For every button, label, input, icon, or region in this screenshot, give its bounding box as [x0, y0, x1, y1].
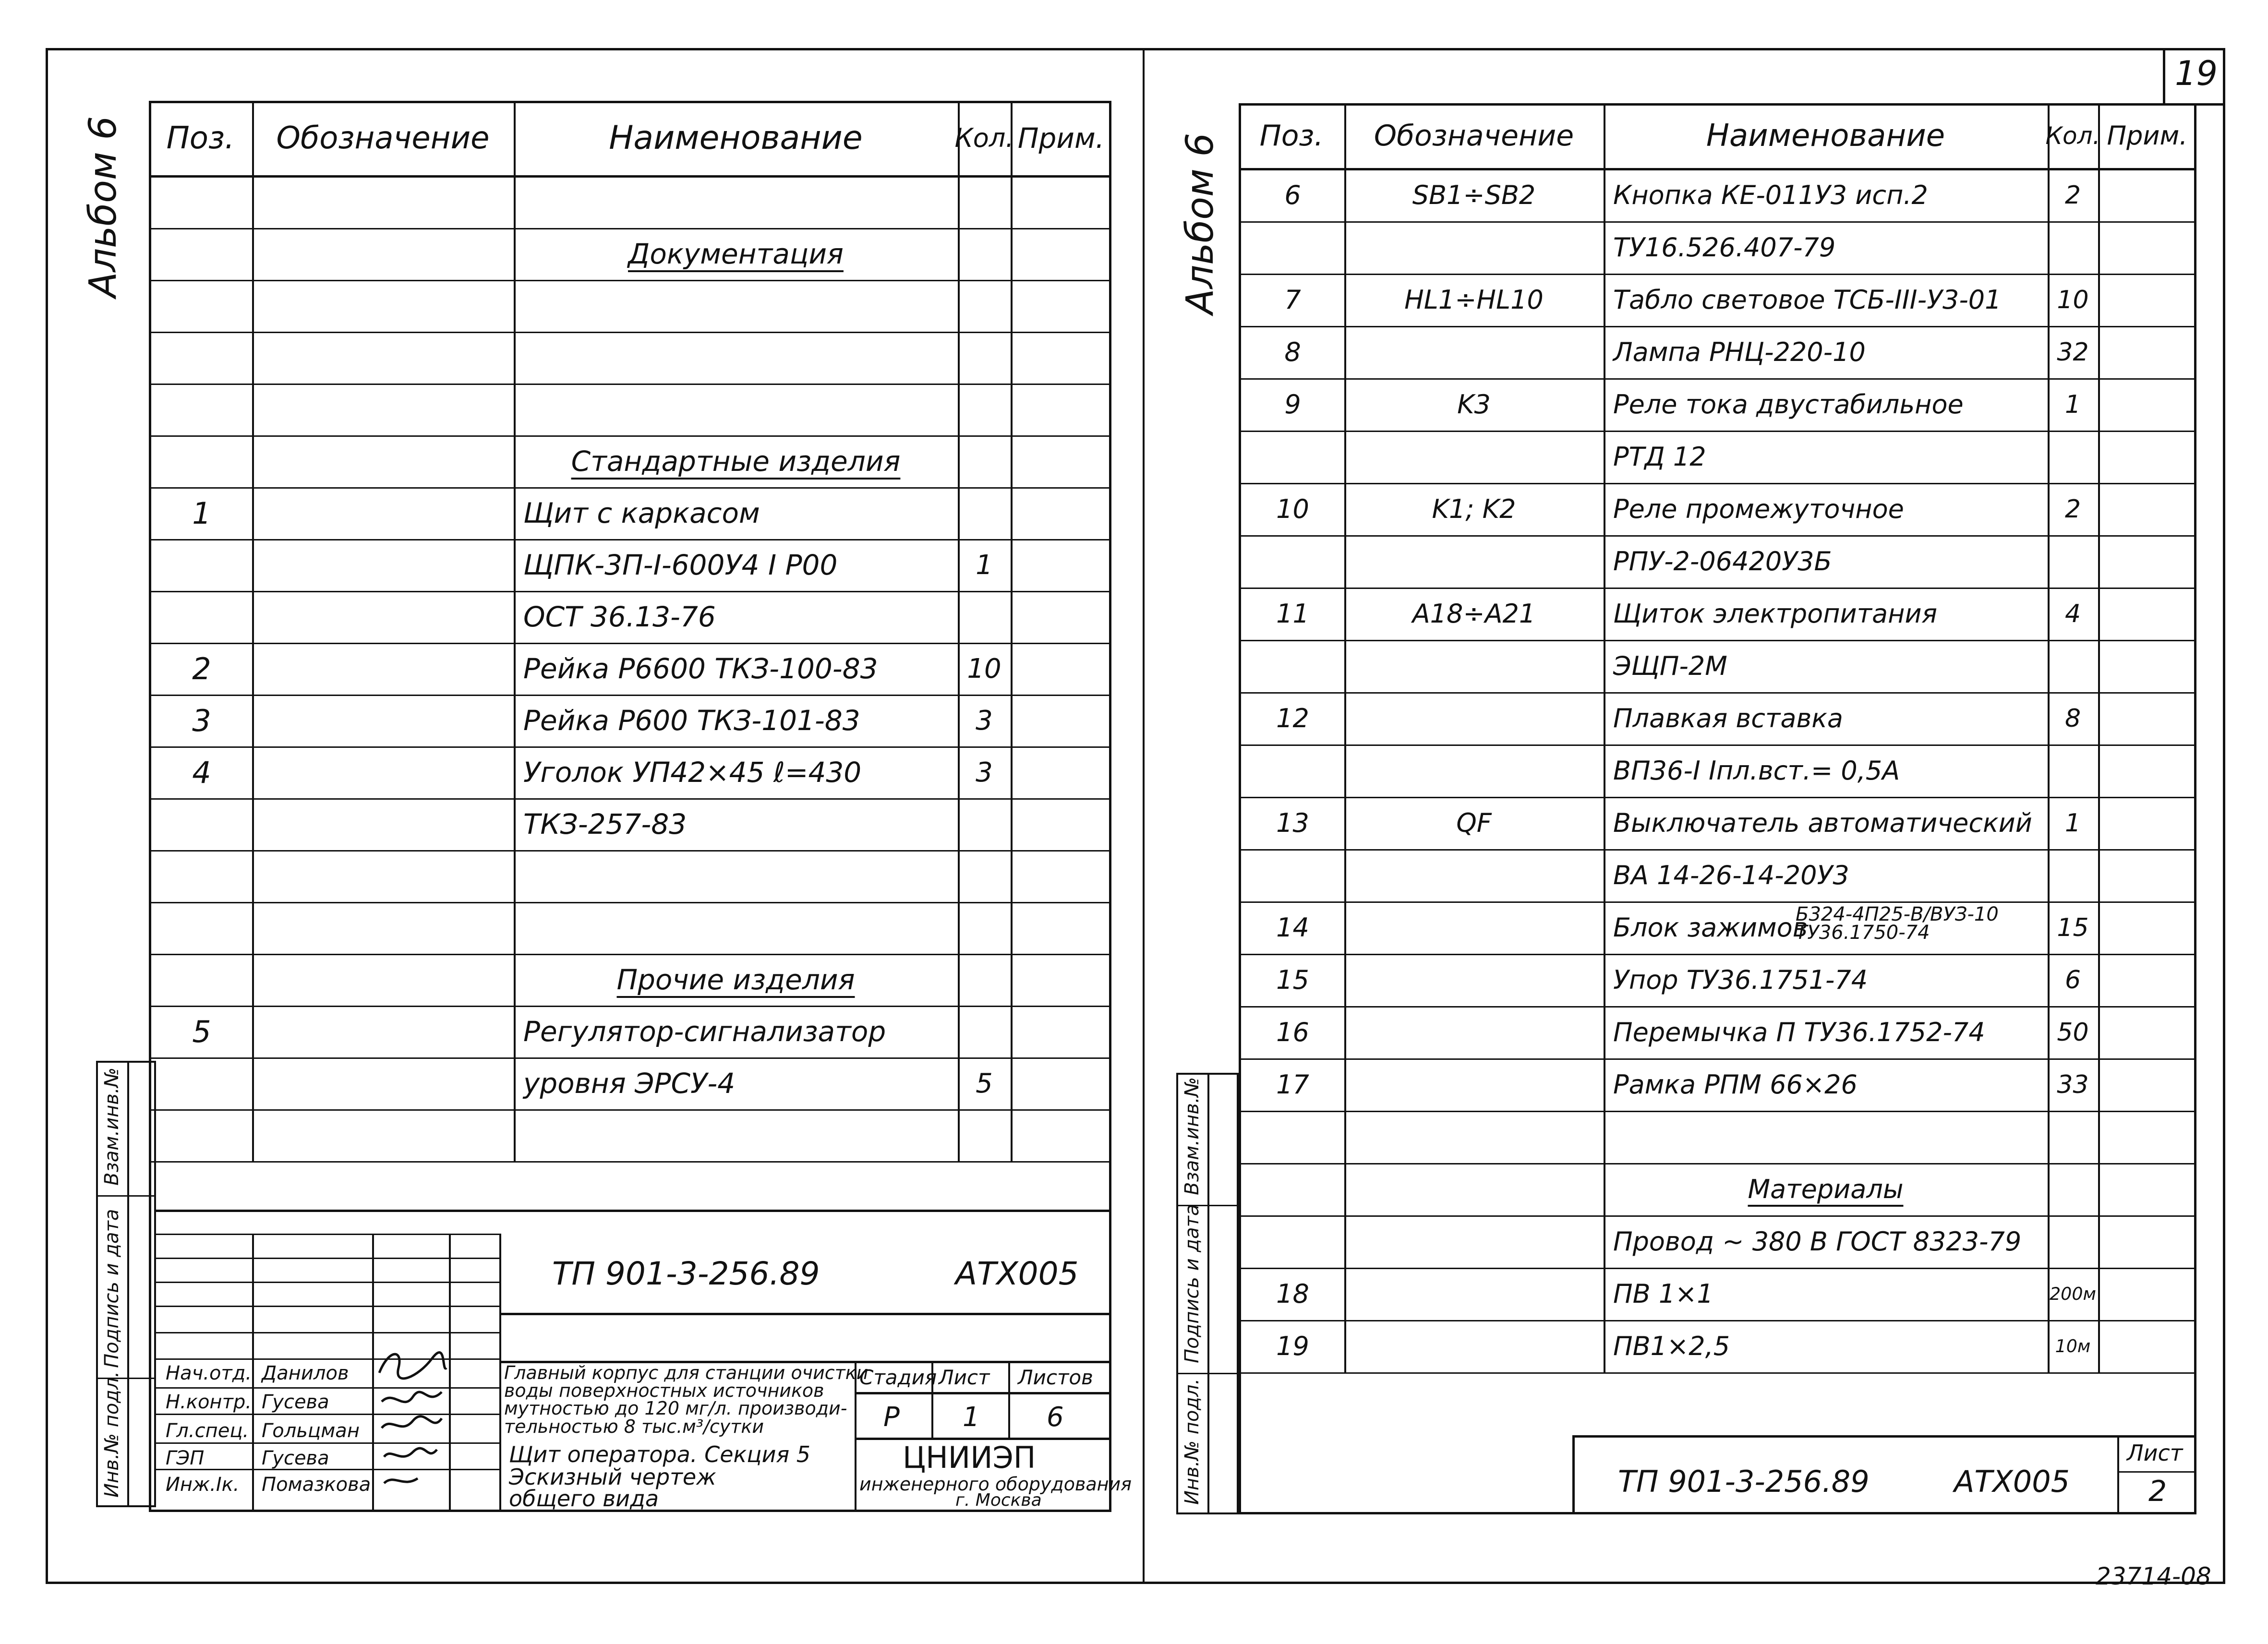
- cell-qty: [2048, 431, 2098, 483]
- cell-name: ТУ16.526.407-79: [1613, 232, 1836, 263]
- cell-name: Рамка РПМ 66×26: [1613, 1069, 1858, 1100]
- cell-pos: 12: [1276, 703, 1309, 733]
- cell-pos: [151, 1057, 252, 1109]
- cell-qty: 1: [976, 549, 993, 581]
- cell-name: Плавкая вставка: [1613, 703, 1843, 733]
- cell-note: [2098, 1215, 2194, 1268]
- name-danilov: Данилов: [262, 1362, 349, 1384]
- cell-note: [1011, 591, 1109, 643]
- cell-name: Табло световое ТСБ-III-У3-01: [1613, 285, 2002, 315]
- name-guseva: Гусева: [262, 1391, 329, 1413]
- column-divider: [2048, 103, 2050, 1372]
- cell-note: [2098, 744, 2194, 797]
- cell-pos: [1241, 640, 1344, 692]
- cell-note: [1011, 487, 1109, 539]
- tb-top-line: [156, 1210, 1111, 1212]
- cell-note: [2098, 1111, 2194, 1163]
- cell-qty: [958, 332, 1011, 384]
- column-divider: [1344, 103, 1346, 1372]
- drawing-title-3: общего вида: [509, 1486, 659, 1512]
- cell-pos: [151, 1109, 252, 1161]
- cell-name: [514, 1109, 958, 1161]
- right-side-divider-v: [1207, 1073, 1209, 1514]
- left-doc-code: ТП 901-3-256.89: [552, 1255, 820, 1292]
- cell-qty: [958, 798, 1011, 850]
- row-separator: [1241, 1372, 2194, 1374]
- cell-name: ЭЩП-2М: [1613, 651, 1727, 681]
- tb-vline: [499, 1234, 501, 1512]
- cell-name: Блок зажимов: [1613, 912, 1808, 943]
- role-engineer: Инж.Iк.: [166, 1474, 240, 1496]
- cell-pos: [151, 435, 252, 487]
- cell-note: [1011, 435, 1109, 487]
- cell-qty: [958, 384, 1011, 435]
- right-col-pos-header: Поз.: [1259, 119, 1324, 153]
- cell-designation: [252, 280, 514, 332]
- section-heading: Документация: [628, 238, 844, 270]
- org-sub-1: инженерного оборудования: [859, 1474, 1132, 1495]
- tb-vline: [1008, 1361, 1010, 1438]
- cell-note: [2098, 169, 2194, 221]
- cell-name: ПВ 1×1: [1613, 1279, 1713, 1309]
- cell-designation: [252, 643, 514, 695]
- cell-designation: [252, 1006, 514, 1057]
- section-heading: Стандартные изделия: [571, 445, 901, 478]
- cell-note: [2098, 1163, 2194, 1215]
- cell-qty: [2048, 1163, 2098, 1215]
- cell-pos: 17: [1276, 1069, 1309, 1100]
- cell-qty: [2048, 535, 2098, 588]
- cell-note: [2098, 1006, 2194, 1058]
- left-doc-mark: АТХ005: [955, 1255, 1079, 1292]
- cell-qty: [958, 228, 1011, 280]
- left-col-pos-header: Поз.: [166, 120, 235, 156]
- cell-designation: SB1÷SB2: [1412, 180, 1536, 210]
- cell-designation: [252, 746, 514, 798]
- right-sheet-value: 2: [2148, 1475, 2167, 1508]
- cell-note: [2098, 588, 2194, 640]
- cell-qty: [958, 176, 1011, 228]
- cell-designation: [1344, 1006, 1604, 1058]
- sheet-value: 1: [963, 1402, 980, 1433]
- cell-designation: [1344, 1058, 1604, 1111]
- cell-pos: 16: [1276, 1017, 1309, 1047]
- cell-qty: [958, 902, 1011, 954]
- name-pomazkova: Помазкова: [262, 1474, 371, 1496]
- cell-qty: 32: [2057, 337, 2089, 367]
- cell-note: [1011, 280, 1109, 332]
- sheets-label: Листов: [1018, 1366, 1093, 1389]
- cell-note: [1011, 1006, 1109, 1057]
- cell-qty: 10м: [2055, 1336, 2091, 1356]
- cell-name: [514, 176, 958, 228]
- cell-note: [2098, 692, 2194, 744]
- column-divider: [252, 101, 254, 1161]
- cell-qty: [2048, 1215, 2098, 1268]
- column-divider: [514, 101, 516, 1161]
- cell-qty: [958, 1109, 1011, 1161]
- cell-designation: [252, 435, 514, 487]
- right-tb-sheet-line: [2117, 1471, 2196, 1473]
- cell-qty: [958, 1006, 1011, 1057]
- project-desc-2: воды поверхностных источников: [504, 1380, 824, 1401]
- cell-pos: [151, 384, 252, 435]
- column-divider: [1604, 103, 1605, 1372]
- right-side-field-sign: Подпись и дата: [1181, 1204, 1203, 1363]
- cell-qty: [958, 591, 1011, 643]
- cell-pos: 3: [192, 703, 211, 738]
- cell-pos: 15: [1276, 965, 1309, 995]
- cell-designation: [1344, 535, 1604, 588]
- tb-row-line: [156, 1234, 499, 1235]
- cell-pos: 10: [1276, 494, 1309, 524]
- cell-pos: [151, 798, 252, 850]
- cell-name: Перемычка П ТУ36.1752-74: [1613, 1017, 1985, 1047]
- cell-designation: QF: [1456, 808, 1492, 838]
- cell-note: [2098, 221, 2194, 274]
- cell-qty: 3: [976, 756, 993, 788]
- right-sheet-label: Лист: [2127, 1440, 2183, 1466]
- cell-designation: [252, 176, 514, 228]
- cell-name: Упор ТУ36.1751-74: [1613, 965, 1868, 995]
- cell-pos: 8: [1284, 337, 1301, 367]
- right-tb-sheet-divider: [2117, 1435, 2119, 1514]
- sheets-value: 6: [1047, 1402, 1064, 1433]
- cell-name: ОСТ 36.13-76: [523, 600, 716, 633]
- cell-note: [2098, 849, 2194, 901]
- right-col-designation-header: Обозначение: [1374, 119, 1574, 153]
- cell-name: [514, 228, 958, 280]
- drawing-title-2: Эскизный чертеж: [509, 1464, 716, 1490]
- cell-pos: [1241, 1215, 1344, 1268]
- cell-designation: [252, 695, 514, 746]
- cell-name: Реле тока двустабильное: [1613, 389, 1964, 420]
- column-divider: [1011, 101, 1013, 1161]
- cell-qty: 3: [976, 705, 993, 736]
- cell-pos: [1241, 1111, 1344, 1163]
- cell-name: ВА 14-26-14-20У3: [1613, 860, 1849, 890]
- cell-note: [1011, 954, 1109, 1006]
- cell-pos: [151, 850, 252, 902]
- cell-qty: [958, 280, 1011, 332]
- cell-pos: [151, 176, 252, 228]
- cell-name: Провод ~ 380 В ГОСТ 8323-79: [1613, 1226, 2022, 1257]
- tb-vline: [252, 1234, 254, 1512]
- cell-designation: A18÷A21: [1412, 599, 1536, 629]
- album-label-left: Альбом 6: [82, 116, 125, 298]
- cell-qty: [2048, 744, 2098, 797]
- role-norm-control: Н.контр.: [166, 1391, 252, 1413]
- cell-note: [2098, 535, 2194, 588]
- right-side-field-repl: Взам.инв.№: [1181, 1077, 1203, 1195]
- right-doc-code: ТП 901-3-256.89: [1618, 1464, 1870, 1499]
- cell-name: [514, 850, 958, 902]
- cell-designation: [1344, 1215, 1604, 1268]
- stamp-number: 23714-08: [2096, 1562, 2211, 1590]
- tb-line: [499, 1313, 1111, 1315]
- tb-line: [855, 1392, 1111, 1394]
- cell-name: ПВ1×2,5: [1613, 1331, 1730, 1361]
- tb-vline: [449, 1234, 451, 1512]
- cell-pos: [151, 228, 252, 280]
- cell-pos: [1241, 744, 1344, 797]
- cell-qty: 15: [2057, 913, 2089, 942]
- cell-qty: 2: [2064, 494, 2081, 524]
- cell-pos: 4: [192, 755, 211, 790]
- tb-row-line: [156, 1306, 499, 1307]
- cell-pos: 18: [1276, 1279, 1309, 1309]
- cell-name: Щит с каркасом: [523, 497, 760, 529]
- cell-note: [1011, 902, 1109, 954]
- cell-qty: 10: [967, 653, 1001, 684]
- cell-name: Уголок УП42×45 ℓ=430: [523, 756, 862, 789]
- role-chief-spec: Гл.спец.: [166, 1420, 249, 1442]
- cell-designation: [1344, 1320, 1604, 1372]
- cell-qty: 8: [2064, 704, 2081, 733]
- cell-pos: 1: [192, 495, 211, 531]
- name-goltsman: Гольцман: [262, 1420, 360, 1442]
- stage-label: Стадия: [859, 1366, 937, 1389]
- name-guseva-2: Гусева: [262, 1447, 329, 1469]
- cell-note: [2098, 954, 2194, 1006]
- cell-name: уровня ЭРСУ-4: [523, 1067, 736, 1100]
- name-extra-line: ТУ36.1750-74: [1796, 922, 1930, 944]
- cell-pos: 11: [1276, 599, 1309, 629]
- cell-name: [514, 280, 958, 332]
- cell-qty: [958, 954, 1011, 1006]
- cell-note: [1011, 332, 1109, 384]
- cell-pos: [151, 591, 252, 643]
- cell-designation: [252, 332, 514, 384]
- cell-designation: [1344, 954, 1604, 1006]
- project-desc-3: мутностью до 120 мг/л. производи-: [504, 1398, 847, 1419]
- cell-designation: [1344, 1163, 1604, 1215]
- tb-row-line: [156, 1332, 499, 1333]
- cell-note: [2098, 640, 2194, 692]
- cell-note: [1011, 176, 1109, 228]
- cell-pos: [151, 954, 252, 1006]
- cell-note: [1011, 643, 1109, 695]
- cell-note: [2098, 901, 2194, 954]
- cell-note: [1011, 695, 1109, 746]
- cell-qty: [2048, 1111, 2098, 1163]
- cell-qty: 50: [2057, 1018, 2089, 1047]
- cell-pos: [1241, 221, 1344, 274]
- cell-designation: [1344, 1111, 1604, 1163]
- cell-note: [2098, 797, 2194, 849]
- cell-pos: [1241, 849, 1344, 901]
- left-side-divider-v: [127, 1061, 129, 1507]
- cell-designation: [252, 539, 514, 591]
- cell-name: [514, 332, 958, 384]
- cell-pos: 7: [1284, 285, 1301, 315]
- cell-designation: [1344, 692, 1604, 744]
- cell-designation: [252, 228, 514, 280]
- cell-qty: 1: [2064, 808, 2081, 838]
- cell-note: [1011, 539, 1109, 591]
- cell-note: [2098, 431, 2194, 483]
- cell-name: [514, 954, 958, 1006]
- cell-designation: [252, 384, 514, 435]
- cell-name: ЩПК-3П-I-600У4 I Р00: [523, 549, 838, 581]
- cell-qty: 6: [2064, 965, 2081, 995]
- right-col-qty-header: Кол.: [2045, 121, 2100, 150]
- cell-name: Рейка Р600 ТКЗ-101-83: [523, 704, 860, 737]
- cell-pos: [151, 539, 252, 591]
- cell-name: Реле промежуточное: [1613, 494, 1904, 524]
- cell-name: [514, 902, 958, 954]
- drawing-title-1: Щит оператора. Секция 5: [509, 1441, 811, 1467]
- left-col-name-header: Наименование: [609, 119, 863, 157]
- cell-pos: [151, 332, 252, 384]
- cell-name: [514, 435, 958, 487]
- cell-name: [1604, 1163, 2048, 1215]
- cell-qty: 4: [2064, 599, 2081, 628]
- cell-designation: [252, 902, 514, 954]
- cell-pos: 9: [1284, 389, 1301, 420]
- left-col-note-header: Прим.: [1017, 121, 1105, 155]
- cell-note: [2098, 378, 2194, 431]
- corner-page-number: 19: [2175, 54, 2218, 93]
- left-side-field-inv: Инв.№ подл.: [101, 1371, 123, 1498]
- album-label-right: Альбом 6: [1179, 132, 1222, 314]
- cell-designation: [252, 1109, 514, 1161]
- right-doc-mark: АТХ005: [1954, 1464, 2070, 1499]
- left-side-divider: [96, 1195, 156, 1197]
- project-desc-1: Главный корпус для станции очистки: [504, 1362, 869, 1383]
- cell-pos: [1241, 431, 1344, 483]
- cell-pos: 19: [1276, 1331, 1309, 1361]
- cell-designation: [1344, 849, 1604, 901]
- cell-name: РПУ-2-06420У3Б: [1613, 546, 1832, 576]
- cell-qty: [2048, 221, 2098, 274]
- right-col-name-header: Наименование: [1706, 118, 1945, 154]
- cell-note: [2098, 1268, 2194, 1320]
- cell-note: [2098, 483, 2194, 535]
- cell-note: [2098, 1058, 2194, 1111]
- cell-qty: [2048, 849, 2098, 901]
- cell-designation: [1344, 640, 1604, 692]
- cell-note: [2098, 1320, 2194, 1372]
- cell-designation: [1344, 326, 1604, 378]
- column-divider: [958, 101, 960, 1161]
- cell-pos: 5: [192, 1014, 211, 1049]
- tb-row-line: [156, 1282, 499, 1283]
- cell-pos: [1241, 535, 1344, 588]
- cell-name: Кнопка КЕ-011У3 исп.2: [1613, 180, 1928, 210]
- cell-pos: 13: [1276, 808, 1309, 838]
- cell-qty: 1: [2064, 390, 2081, 419]
- tb-vline: [855, 1361, 857, 1512]
- cell-pos: 2: [192, 651, 211, 686]
- role-head-dept: Нач.отд.: [166, 1362, 252, 1384]
- tb-row-line: [156, 1258, 499, 1259]
- cell-name: Выключатель автоматический: [1613, 808, 2032, 838]
- left-col-qty-header: Кол.: [954, 123, 1014, 153]
- project-desc-4: тельностью 8 тыс.м³/сутки: [504, 1416, 764, 1437]
- cell-designation: [252, 850, 514, 902]
- cell-note: [1011, 1109, 1109, 1161]
- cell-designation: K3: [1457, 389, 1491, 420]
- cell-designation: [1344, 1268, 1604, 1320]
- org-name: ЦНИИЭП: [903, 1440, 1036, 1475]
- cell-pos: 6: [1284, 180, 1301, 210]
- cell-note: [1011, 798, 1109, 850]
- cell-designation: [1344, 901, 1604, 954]
- cell-name: Регулятор-сигнализатор: [523, 1015, 886, 1048]
- cell-designation: [252, 1057, 514, 1109]
- tb-vline: [372, 1234, 374, 1512]
- cell-designation: [252, 487, 514, 539]
- cell-name: Рейка Р6600 ТКЗ-100-83: [523, 652, 878, 685]
- cell-note: [1011, 1057, 1109, 1109]
- section-heading: Материалы: [1748, 1174, 1904, 1204]
- cell-designation: [252, 798, 514, 850]
- cell-note: [2098, 274, 2194, 326]
- cell-qty: 10: [2057, 285, 2089, 314]
- left-col-designation-header: Обозначение: [276, 120, 490, 156]
- name-extra-line: Б324-4П25-В/ВУЗ-10: [1796, 903, 1999, 925]
- cell-designation: [1344, 744, 1604, 797]
- cell-note: [1011, 228, 1109, 280]
- cell-designation: K1; K2: [1432, 494, 1516, 524]
- cell-pos: 14: [1276, 912, 1309, 943]
- column-divider: [2098, 103, 2100, 1372]
- row-separator: [151, 1161, 1109, 1163]
- right-col-note-header: Прим.: [2107, 120, 2188, 151]
- cell-note: [1011, 384, 1109, 435]
- signatures-handwritten: [374, 1344, 449, 1507]
- section-heading: Прочие изделия: [616, 963, 855, 996]
- cell-name: ТКЗ-257-83: [523, 808, 687, 840]
- cell-designation: [252, 591, 514, 643]
- cell-qty: 33: [2057, 1070, 2089, 1099]
- cell-note: [2098, 326, 2194, 378]
- cell-name: Щиток электропитания: [1613, 599, 1938, 629]
- cell-designation: [252, 954, 514, 1006]
- left-side-field-sign: Подпись и дата: [101, 1209, 123, 1368]
- right-side-field-inv: Инв.№ подл.: [1181, 1378, 1203, 1505]
- cell-qty: [2048, 640, 2098, 692]
- cell-qty: [958, 435, 1011, 487]
- cell-designation: HL1÷HL10: [1404, 285, 1544, 315]
- cell-name: РТД 12: [1613, 442, 1706, 472]
- cell-name: ВП36-I Iпл.вст.= 0,5А: [1613, 756, 1900, 786]
- sheet-label: Лист: [939, 1366, 990, 1389]
- stage-value: Р: [883, 1402, 900, 1433]
- cell-designation: [1344, 221, 1604, 274]
- role-gep: ГЭП: [166, 1447, 205, 1469]
- cell-name: [1604, 1111, 2048, 1163]
- cell-pos: [151, 902, 252, 954]
- cell-note: [1011, 746, 1109, 798]
- cell-qty: 2: [2064, 180, 2081, 210]
- sheet-fold-line: [1143, 48, 1145, 1584]
- cell-note: [1011, 850, 1109, 902]
- cell-name: Лампа РНЦ-220-10: [1613, 337, 1866, 367]
- cell-name: [514, 384, 958, 435]
- left-side-field-repl: Взам.инв.№: [101, 1067, 123, 1186]
- cell-qty: 5: [976, 1068, 993, 1099]
- cell-pos: [151, 280, 252, 332]
- cell-pos: [1241, 1163, 1344, 1215]
- cell-qty: 200м: [2050, 1284, 2096, 1304]
- cell-qty: [958, 850, 1011, 902]
- org-sub-2: г. Москва: [955, 1490, 1042, 1510]
- cell-designation: [1344, 431, 1604, 483]
- cell-qty: [958, 487, 1011, 539]
